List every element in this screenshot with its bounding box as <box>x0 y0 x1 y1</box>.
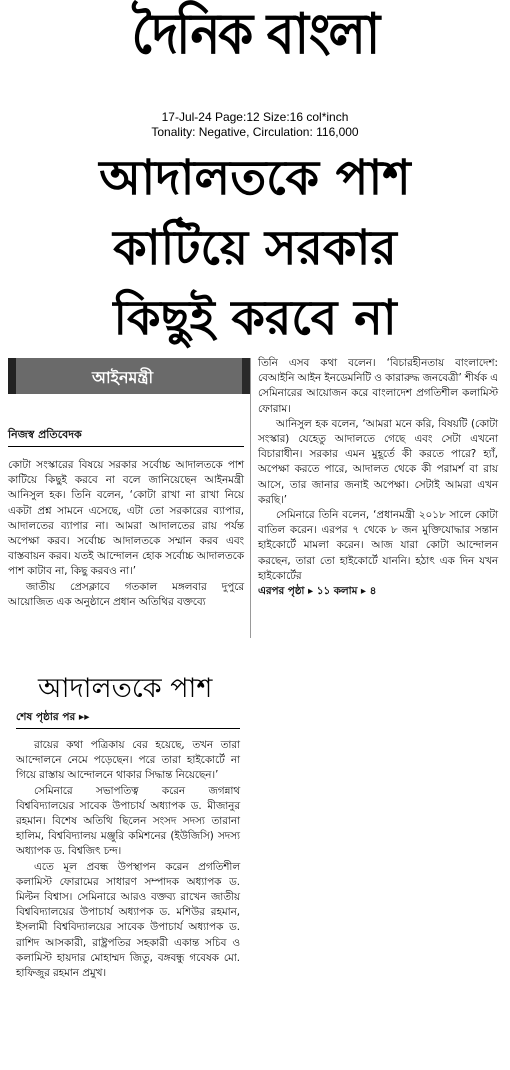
left-paragraph: জাতীয় প্রেসক্লাবে গতকাল মঙ্গলবার দুপুরে আয়োজিত এক অনুষ্ঠানে প্রধান অতিথির বক্তব্যে <box>8 580 244 608</box>
headline-line-3: কিছুই করবে না <box>113 290 397 346</box>
byline: নিজস্ব প্রতিবেদক <box>8 428 82 441</box>
section-label-bar <box>8 358 250 394</box>
section-label-stripe <box>8 358 16 394</box>
headline-line-1: আদালতকে পাশ <box>99 150 411 206</box>
right-column <box>258 356 498 599</box>
byline-rule <box>8 446 244 447</box>
jump-line: এরপর পৃষ্ঠা ▸ ১১ কলাম ▸ ৪ <box>258 585 377 598</box>
headline-line-2: কাটিয়ে সরকার <box>113 220 397 276</box>
column-divider <box>250 358 251 638</box>
right-paragraph: তিনি এসব কথা বলেন। ‘বিচারহীনতায় বাংলাদেশ: বেআইনি আইন ইনডেমনিটি ও কারারুদ্ধ জনবেত্রী’ শীর্ষক এ সেমিনারের আয়োজন করে বাংলাদেশ প্রগতিশীল কলামিস্ট ফোরাম। <box>258 357 499 415</box>
right-paragraph: আনিসুল হক বলেন, ‘আমরা মনে করি, বিষয়টি (কোটা সংস্কার) যেহেতু আদালতে গেছে এবং সেটা এখনো বিচারাধীন। সরকার এমন মুহূর্তে কী করতে পারে? হ্যাঁ, অপেক্ষা করতে পারে, আদালত থেকে কী পরামর্শ বা রায় আসে, তার জানার জনাই অপেক্ষা। সেটাই আমরা এখন করছি।’ <box>258 417 498 506</box>
continuation-paragraph: রায়ের কথা পত্রিকায় বের হয়েছে, তখন তারা আন্দোলনে নেমে পড়েছেন। পরে তারা হাইকোর্টে না গিয়ে রাস্তায় আন্দোলনে থাকার সিদ্ধান্ত নিয়েছেন।’ <box>16 739 240 782</box>
continuation-headline: আদালতকে পাশ <box>38 673 213 704</box>
continuation-column <box>16 738 240 981</box>
continuation-kicker: শেষ পৃষ্ঠার পর ▸▸ <box>16 711 90 723</box>
right-paragraph: সেমিনারে তিনি বলেন, ‘প্রধানমন্ত্রী ২০১৮ সালে কোটা বাতিল করেন। এরপর ৭ থেকে ৮ জন মুক্তিযোদ্ধার সন্তান হাইকোর্টে মামলা করেন। আজ যারা কোটা আন্দোলন করছেন, তারা তো হাইকোর্টে যাননি। হঠাৎ এক দিন যখন হাইকোর্টের <box>258 509 498 582</box>
section-label: আইনমন্ত্রী <box>92 368 154 387</box>
left-column <box>8 458 244 610</box>
continuation-paragraph: এতে মূল প্রবন্ধ উপস্থাপন করেন প্রগতিশীল কলামিস্ট ফোরামের সাধারণ সম্পাদক অধ্যাপক ড. মিল্টন বিশ্বাস। সেমিনারে আরও বক্তব্য রাখেন জাতীয় বিশ্ববিদ্যালয়ের উপাচার্য অধ্যাপক ড. মশিউর রহমান, ইসলামী বিশ্ববিদ্যালয়ের সাবেক উপাচার্য অধ্যাপক ড. রাশিদ আসকারী, রাষ্ট্রপতির সহকারী একান্ত সচিব ও কলামিস্ট হায়দার মোহাম্মদ জিতু, বঙ্গবন্ধু গবেষক মো. হাফিজুর রহমান প্রমুখ। <box>16 860 240 980</box>
continuation-rule <box>16 728 240 729</box>
continuation-paragraph: সেমিনারে সভাপতিত্ব করেন জগন্নাথ বিশ্ববিদ্যালয়ের সাবেক উপাচার্য অধ্যাপক ড. মীজানুর রহমান। বিশেষ অতিথি ছিলেন সংসদ সদস্য তারানা হালিম, বিশ্ববিদ্যালয় মঞ্জুরি কমিশনের (ইউজিসি) সদস্য অধ্যাপক ড. বিশ্বজিৎ চন্দ। <box>16 784 240 858</box>
clip-meta-line-2: Tonality: Negative, Circulation: 116,000 <box>151 125 359 139</box>
left-paragraph: কোটা সংস্কারের বিষয়ে সরকার সর্বোচ্চ আদালতকে পাশ কাটিয়ে কিছুই করবে না বলে জানিয়েছেন আইনমন্ত্রী আনিসুল হক। তিনি বলেন, ‘কোটা রাখা না রাখা নিয়ে একটা প্রশ্ন সামনে এসেছে, এটা তো সরকারের ব্যাপার, আদালতের ব্যাপার না। আমরা আদালতের রায় পর্যন্ত অপেক্ষা করব। সর্বোচ্চ আদালতকে সম্মান করব এবং বাস্তবায়ন করব। যতই আন্দোলন হোক সর্বোচ্চ আদালতকে পাশ কাটাব না, কিছু করবও না।’ <box>8 459 244 578</box>
clip-meta-line-1: 17-Jul-24 Page:12 Size:16 col*inch <box>161 110 349 124</box>
newspaper-masthead: দৈনিক বাংলা <box>131 1 379 67</box>
